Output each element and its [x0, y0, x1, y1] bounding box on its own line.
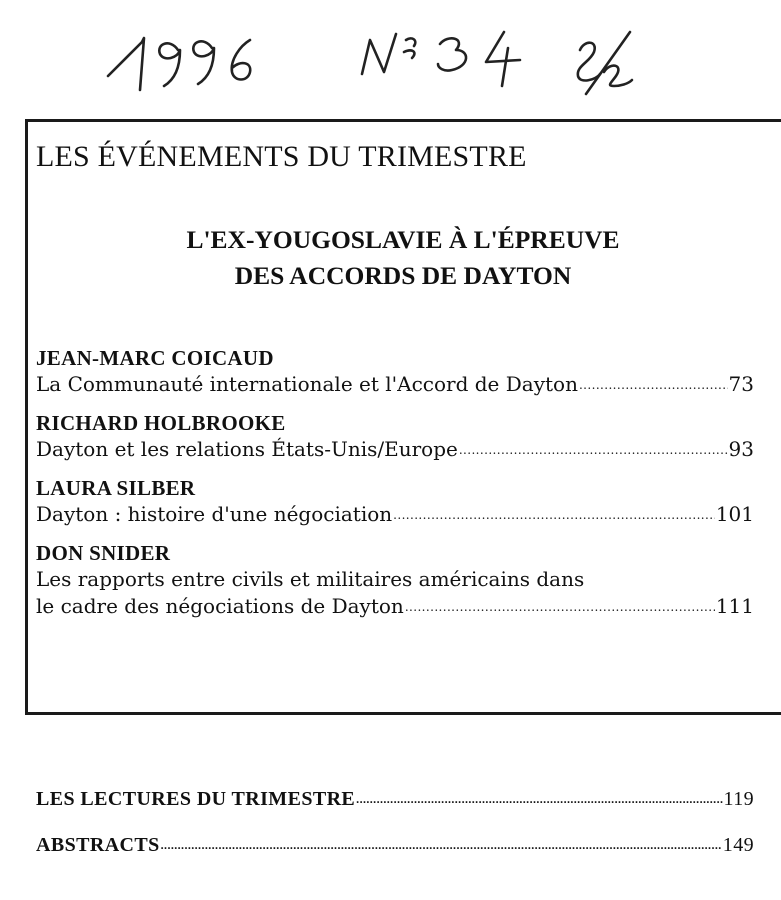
- toc-entry-abstracts[interactable]: [36, 832, 754, 861]
- article-list: [36, 346, 754, 633]
- dossier-title-line-2: DES ACCORDS DE DAYTON: [234, 261, 572, 290]
- dot-leader: [393, 499, 715, 529]
- toc-entry-lectures[interactable]: [36, 786, 754, 815]
- handwritten-annotation: [100, 10, 700, 100]
- page-number: 73: [728, 372, 754, 396]
- dot-leader: [405, 591, 715, 621]
- article-line: [36, 371, 754, 401]
- dot-leader: [579, 369, 728, 399]
- article-title: Dayton : histoire d'une négociation: [36, 502, 393, 526]
- article-line: [36, 593, 754, 623]
- article-author: RICHARD HOLBROOKE: [36, 411, 286, 435]
- section-line: [36, 786, 754, 815]
- article-author: LAURA SILBER: [36, 476, 196, 500]
- dot-leader: [356, 784, 722, 813]
- article-title: La Communauté internationale et l'Accord de Dayton: [36, 372, 578, 396]
- article-author: DON SNIDER: [36, 541, 171, 565]
- page-number: 149: [722, 834, 754, 856]
- toc-entry[interactable]: [36, 346, 754, 401]
- article-line: [36, 436, 754, 466]
- article-line: [36, 501, 754, 531]
- page-number: 111: [715, 594, 754, 618]
- toc-entry[interactable]: [36, 541, 754, 623]
- section-heading: ABSTRACTS: [36, 834, 160, 856]
- handwritten-issue-number: [100, 10, 700, 100]
- dot-leader: [161, 830, 722, 859]
- page-number: 101: [715, 502, 754, 526]
- section-title: LES ÉVÉNEMENTS DU TRIMESTRE: [36, 140, 527, 173]
- toc-entry[interactable]: [36, 411, 754, 466]
- article-author: JEAN-MARC COICAUD: [36, 346, 274, 370]
- article-title-first-line: Les rapports entre civils et militaires américains dans: [36, 567, 585, 591]
- page-number: 119: [723, 788, 754, 810]
- article-title-second-line: le cadre des négociations de Dayton: [36, 594, 404, 618]
- section-heading: LES LECTURES DU TRIMESTRE: [36, 788, 356, 810]
- dot-leader: [459, 434, 728, 464]
- dossier-title-line-1: L'EX-YOUGOSLAVIE À L'ÉPREUVE: [186, 225, 620, 254]
- article-title: Dayton et les relations États-Unis/Europe: [36, 437, 458, 461]
- dossier-title: [25, 222, 781, 294]
- section-line: [36, 832, 754, 861]
- toc-entry[interactable]: [36, 476, 754, 531]
- page-number: 93: [728, 437, 754, 461]
